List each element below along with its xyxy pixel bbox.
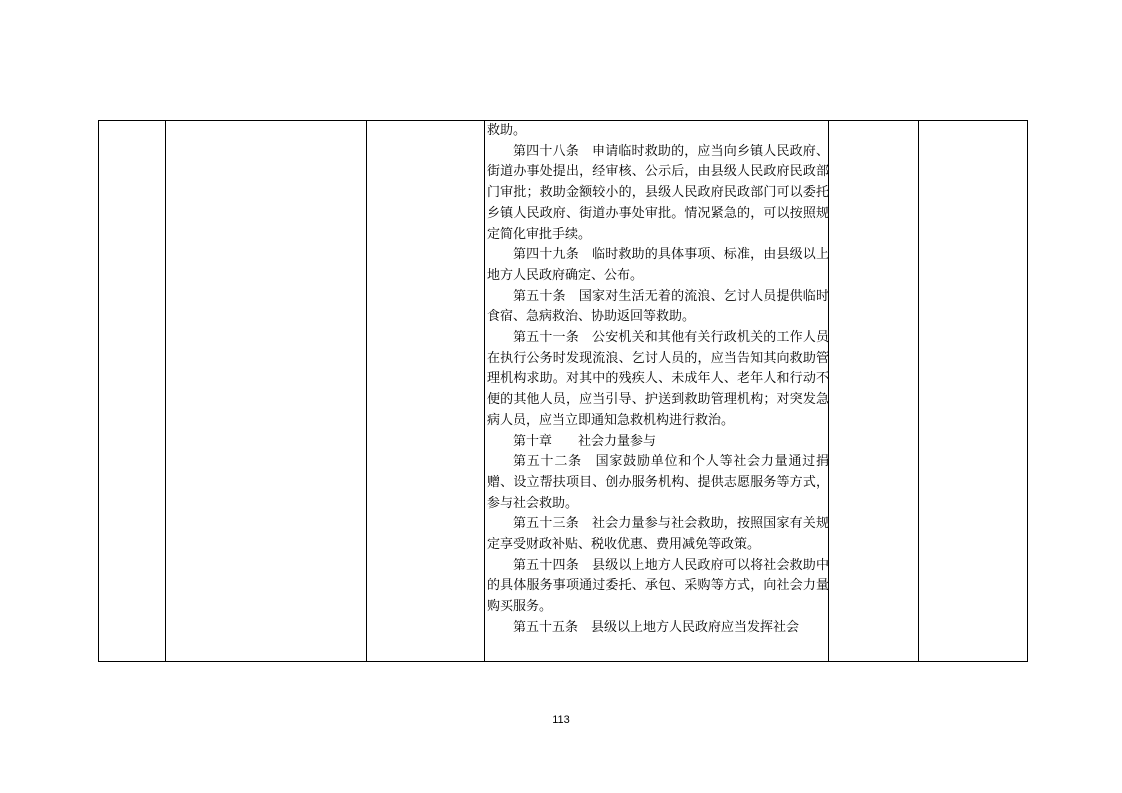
page-number: 113 [552, 714, 570, 726]
regulation-paragraph: 救助。 [487, 123, 527, 138]
regulation-paragraph: 第五十条 国家对生活无着的流浪、乞讨人员提供临时食宿、急病救治、协助返回等救助。 [487, 288, 829, 325]
regulation-paragraph: 第四十九条 临时救助的具体事项、标准，由县级以上地方人民政府确定、公布。 [487, 247, 829, 283]
document-table [98, 120, 1028, 662]
regulation-paragraph: 第五十一条 公安机关和其他有关行政机关的工作人员在执行公务时发现流浪、乞讨人员的，应当告知其向救助管理机构求助。对其中的残疾人、未成年人、老年人和行动不便的其他人员，应当引导、护送到救助管理机构；对突发急病人员，应当立即通知急救机构进行救治。 [487, 330, 829, 428]
column-divider [366, 121, 367, 661]
regulation-paragraph: 第五十四条 县级以上地方人民政府可以将社会救助中的具体服务事项通过委托、承包、采购等方式，向社会力量购买服务。 [487, 557, 829, 615]
regulation-paragraph: 第四十八条 申请临时救助的，应当向乡镇人民政府、街道办事处提出，经审核、公示后，由县级人民政府民政部门审批；救助金额较小的，县级人民政府民政部门可以委托乡镇人民政府、街道办事处审批。情况紧急的，可以按照规定简化审批手续。 [487, 143, 829, 242]
column-divider [918, 121, 919, 661]
regulation-paragraph: 第五十五条 县级以上地方人民政府应当发挥社会 [513, 619, 800, 635]
column-divider [165, 121, 166, 661]
regulation-text-cell [485, 121, 829, 639]
regulation-paragraph: 第五十三条 社会力量参与社会救助，按照国家有关规定享受财政补贴、税收优惠、费用减免等政策。 [487, 516, 829, 553]
regulation-paragraph: 第十章 社会力量参与 [513, 433, 657, 449]
regulation-paragraph: 第五十二条 国家鼓励单位和个人等社会力量通过捐赠、设立帮扶项目、创办服务机构、提供志愿服务等方式，参与社会救助。 [487, 454, 829, 511]
